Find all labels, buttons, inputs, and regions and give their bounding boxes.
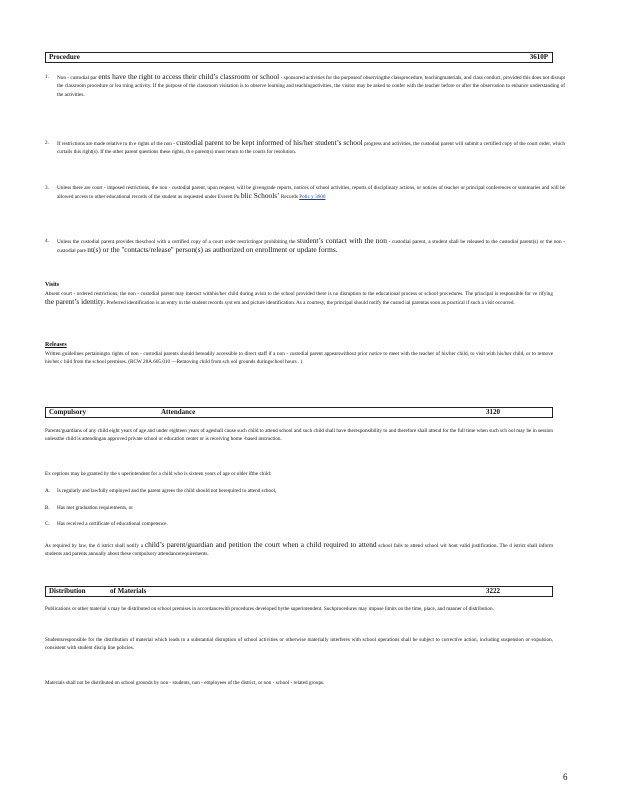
visits-heading: Visits xyxy=(45,282,60,288)
procedure-item-4: 4. Unless the custodial parent provides theschool with a certified copy of a court order restrictingor prohibiting the student’s contact with the non - custodial parent, a student shall be released to the custodial parent(s) or the non - custodial pare nt(s) or the ''contacts/release'' person(s) as authorized on enrollment or update forms. xyxy=(45,236,566,255)
section-title-2: Attendance xyxy=(161,408,196,416)
section-header-distribution xyxy=(45,586,553,597)
distribution-paragraph-3: Materials shall not be distributed on school grounds by non - students, non - employees of the district, or non - school - related groups. xyxy=(45,680,325,686)
releases-heading: Releases xyxy=(45,342,67,348)
item-number: 2. xyxy=(45,140,49,146)
item-number: 3. xyxy=(45,185,49,191)
page-number: 6 xyxy=(563,772,568,782)
policy-link[interactable]: Polic y 3600 xyxy=(299,194,326,201)
section-header-procedure xyxy=(45,52,553,63)
policy-code: 3120 xyxy=(486,408,500,416)
policy-code: 3610P xyxy=(529,53,548,61)
attendance-paragraph-2: Ex ceptions may be granted by the s uperintendent for a child who is sixteen years of age or older ifthe child: xyxy=(45,471,272,477)
section-title: Distribution xyxy=(49,587,86,595)
attendance-list-item-b: B. Has met graduation requirements, or xyxy=(45,505,133,511)
section-title: Procedure xyxy=(49,53,80,61)
attendance-paragraph-3: As required by law, the d istrict shall notify a child’s parent/guardian and petition the court when a child required to attend school fails to attend school wit hout valid justification. The d istrict shall inform students and parents annually about these compulsory attendancerequirements. xyxy=(45,540,554,558)
attendance-list-item-a: A. Is regularly and lawfully employed and the parent agrees the child should not berequired to attend school, xyxy=(45,488,277,494)
releases-paragraph: Written guidelines pertainingto rights of non - custodial parents should bereadily accessible to direct staff if a non - custodial parent appearswithout prior notice to meet with the teacher of his/her child, to visit with his/her child, or to remove his/her c hild from the school premises. (RCW 28A.605.010 —Removing child from sch ool grounds duringschool hours . ) xyxy=(45,351,553,366)
distribution-paragraph-2: Studentsresponsible for the distribution of material which leads to a substantial disruption of school activities or otherwise materially interferes with school operations shall be subject to corrective action, including suspension or expulsion, consistent with student discip line policies. xyxy=(45,637,553,652)
procedure-item-3: 3. Unless there are court - imposed restrictions, the non - custodial parent, upon request, will be givengrade reports, notices of school activities, reports of disciplinary actions, or notices of teacher or principal conferences or summaries and will be allowed access to other educational records of the student as requested under Everett Pu blic Schools’ Records Polic y 3600 xyxy=(45,185,565,201)
section-title: Compulsory xyxy=(49,408,86,416)
visits-paragraph: Absent court - ordered restrictions, the non - custodial parent may interact withhis/her child during avisit to the school provided there is no disruption to the educational process or school procedures. The principal is responsible for ve rifying the parent’s identity. Preferred identification is an entry in the student records syst em and picture identification. As a courtesy, the principal should notify the custod ial parentas soon as practical if such a visit occurred. xyxy=(45,291,553,307)
item-number: 1. xyxy=(45,74,49,80)
attendance-paragraph-1: Parents/guardians of any child eight years of age and under eighteen years of ageshall cause such child to attend school and such child shall have theresponsibility to and therefore shall attend for the full time when such sch ool may be in session unlessthe child is attendingan approved private school or education center or is receiving home -based instruction. xyxy=(45,428,553,443)
section-title-2: of Materials xyxy=(110,587,147,595)
item-number: 4. xyxy=(45,238,49,244)
procedure-item-2: 2. If restrictions are made relative to th e rights of the non - custodial parent to be kept informed of his/her student’s school progress and activities, the custodial parent will submit a certified copy of the court order, which curtails this right(s). If the other parent questions these rights, th e parent(s) must return to the courts for resolution. xyxy=(45,138,566,156)
attendance-list-item-c: C. Has received a certificate of educational competence. xyxy=(45,521,168,527)
distribution-paragraph-1: Publications or other material s may be distributed on school premises in accordancewith procedures developed bythe superintendent. Suchprocedures may impose limits on the time, place, and manner of distribution. xyxy=(45,606,494,612)
policy-code: 3222 xyxy=(486,587,500,595)
section-header-attendance xyxy=(45,407,553,418)
procedure-item-1: 1. Non - custodial par ents have the right to access their child’s classroom or school - sponsored activities for the purposeof observingthe classprocedure, teachingmaterials, and class conduct, provided this does not disrupt the classroom procedure or lea rning activity. If the purpose of the classroom visitation is to observe learning and teachingactivities, the visitor may be asked to confer with the teacher before or after the observation to enhance understanding of the activities. xyxy=(45,72,565,98)
